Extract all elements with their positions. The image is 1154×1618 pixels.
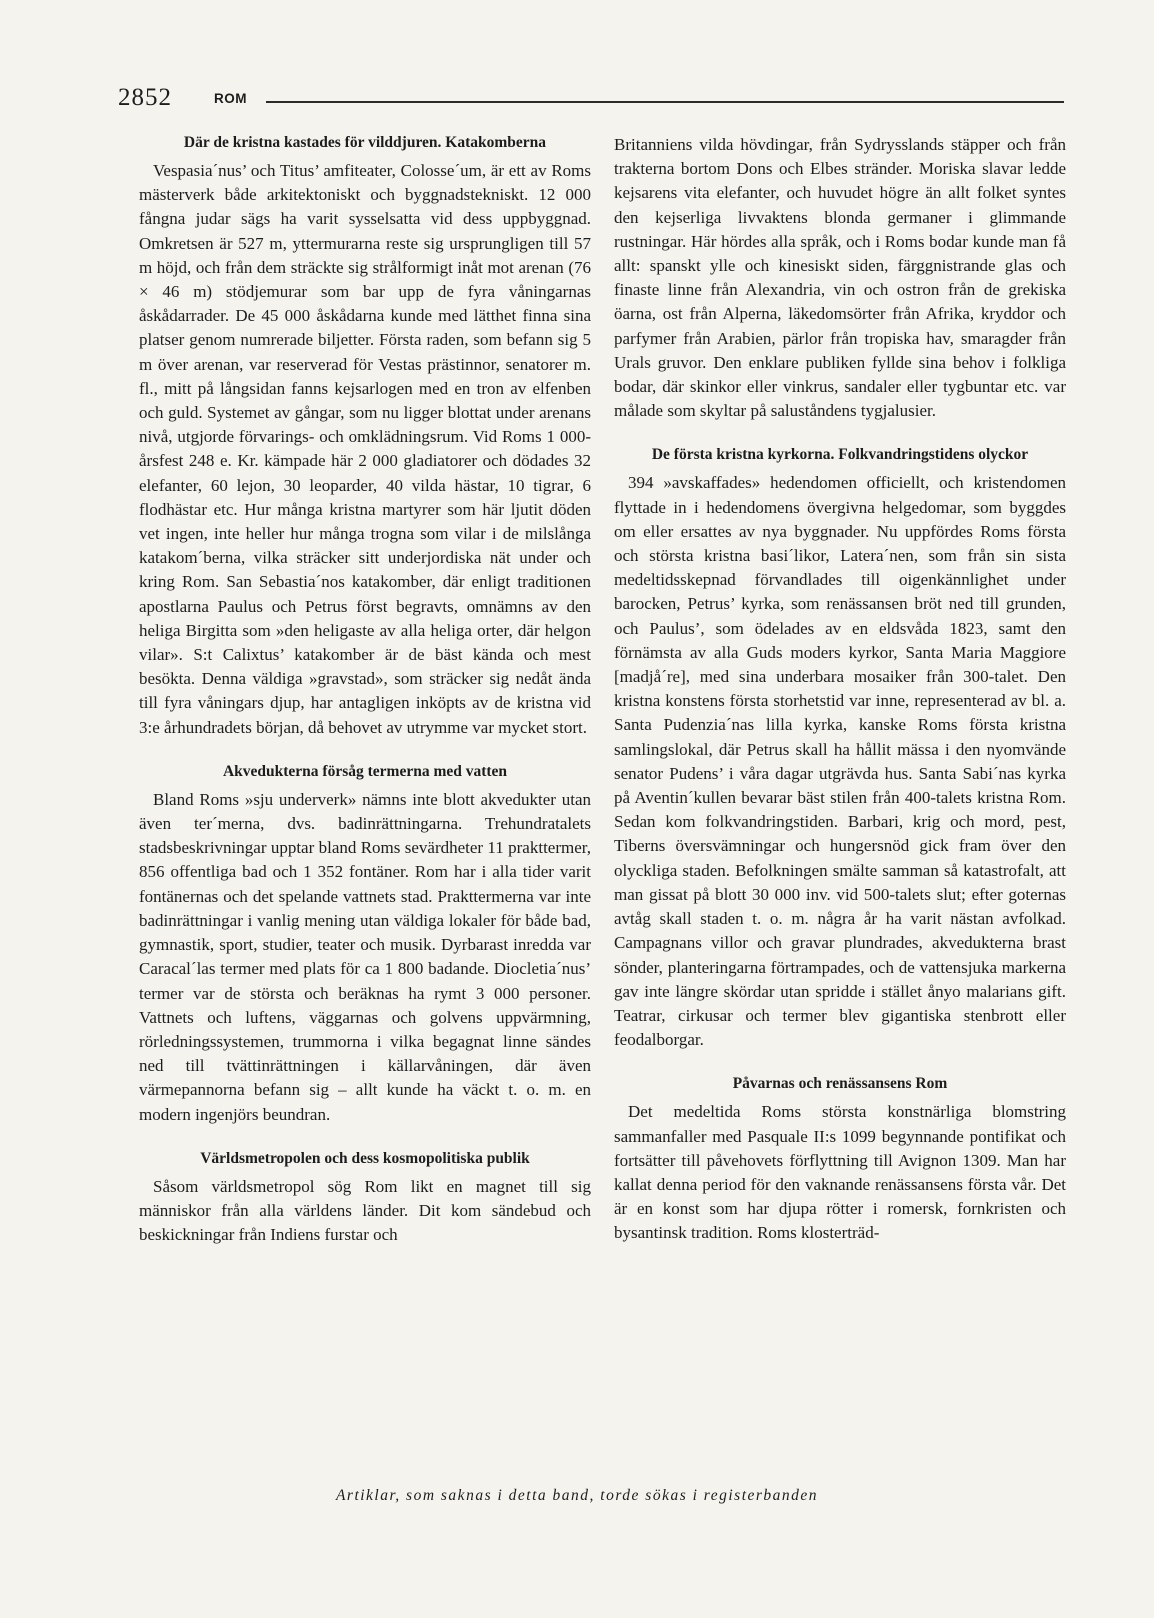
paragraph-varldsmetropolen-continued: Britanniens vilda hövdingar, från Sydrysslands stäpper och från trakterna bortom Dons och Elbes stränder. Moriska slavar ledde kejsarens vita elefanter, och huvudet högre än allt folket syntes den kejserliga livvaktens blonda germaner i glimmande rustningar. Här hördes alla språk, och i Roms bodar kunde man få allt: spanskt ylle och kinesiskt siden, färggnistrande glas och finaste linne från Alexandria, vin och ostron från de grekiska öarna, ost från Alperna, läkedomsörter från Afrika, kryddor och parfymer från Arabien, pärlor från tropiska hav, smaragder från Urals gruvor. Den enklare publiken fyllde sina behov i folkliga bodar, där skinkor eller vinkrus, sandaler eller tygbuntar etc. var målade som skyltar på saluståndens tygjalusier. [614, 135, 1066, 421]
section-heading-kristna-kyrkorna: De första kristna kyrkorna. Folkvandringstidens olyckor [651, 446, 1029, 464]
right-column [614, 133, 1066, 1246]
paragraph-katakomberna: Vespasia´nus’ och Titus’ amfiteater, Colosse´um, är ett av Roms mästerverk både arkitektoniskt och byggnadstekniskt. 12 000 fångna judar sägs ha varit sysselsatta vid dess uppbyggnad. Omkretsen är 527 m, yttermurarna reste sig ursprungligen till 57 m höjd, och från dem sträckte sig strålformigt inåt mot arenan (76 × 46 m) stödjemurar som bar upp de fyra våningarnas åskådarrader. De 45 000 åskådarna kunde med lätthet finna sina platser genom numrerade biljetter. Första raden, som befann sig 5 m över arenan, var reserverad för Vestas prästinnor, senatorer m. fl., mitt på långsidan fanns kejsarlogen med en tron av elfenben och guld. Systemet av gångar, som nu ligger blottat under arenans nivå, utgjorde förvarings- och omklädningsrum. Vid Roms 1 000-årsfest 248 e. Kr. kämpade här 2 000 gladiatorer och dödades 32 elefanter, 60 lejon, 30 leoparder, 40 vilda hästar, 10 tigrar, 6 flodhästar etc. Hur många kristna martyrer som här ljutit döden vet ingen, inte heller hur många trogna som vilar i de milslånga katakom´berna, vilka sträcker sitt underjordiska nät under och kring Rom. San Sebastia´nos katakomber, där enligt traditionen apostlarna Paulus och Petrus först begravts, omnämns av den heliga Birgitta som »den heligaste av alla heliga orter, där helgon vilar». S:t Calixtus’ katakomber är de bäst kända och mest besökta. Denna väldiga »gravstad», som sträcker sig nedåt ända till fyra våningars djup, har antagligen inköpts av de kristna vid 3:e århundradets början, då behovet av utrymme var mycket stort. [139, 161, 591, 737]
footer-note: Artiklar, som saknas i detta band, torde sökas i registerbanden [335, 1487, 819, 1504]
section-heading-pavarnas-rom: Påvarnas och renässansens Rom [732, 1075, 948, 1093]
section-heading-akvedukterna: Akvedukterna försåg termerna med vatten [222, 762, 508, 780]
running-title: ROM [214, 91, 247, 106]
page-number: 2852 [118, 84, 172, 111]
running-header [118, 78, 1064, 118]
paragraph-akvedukterna: Bland Roms »sju underverk» nämns inte blott akvedukter utan även ter´merna, dvs. badinrättningarna. Trehundratalets stadsbeskrivningar upptar bland Roms sevärdheter 11 prakttermer, 856 offentliga bad och 1 352 fontäner. Rom har i alla tider varit fontänernas och det spelande vattnets stad. Prakttermerna var inte badinrättningar i vanlig mening utan väldiga lokaler för både bad, gymnastik, sport, studier, teater och musik. Dyrbarast inredda var Caracal´las termer med plats för ca 1 800 badande. Diocletia´nus’ termer var de största och beräknas ha rymt 3 000 personer. Vattnets och luftens, väggarnas och golvens uppvärmning, rörledningssystemen, trummorna i vilka begagnat linne sändes ned till tvättinrättningen i källarvåningen, där även värmepannorna befann sig – allt kunde ha väckt t. o. m. en modern ingenjörs beundran. [139, 789, 591, 1124]
section-heading-katakomberna: Där de kristna kastades för vilddjuren. Katakomberna [183, 134, 547, 151]
section-heading-varldsmetropolen: Världsmetropolen och dess kosmopolitiska publik [200, 1149, 530, 1167]
paragraph-kristna-kyrkorna: 394 »avskaffades» hedendomen officiellt, och kristendomen flyttade in i hedendomens övergivna helgedomar, som byggdes om eller ersattes av nya byggnader. Nu uppfördes Roms första och största kristna basi´likor, Latera´nen, som från sin sista medeltidsskepnad förvandlades till oigenkännlighet under barocken, Petrus’ kyrka, som renässansen bröt ned till grunden, och Paulus’, som ödelades av en eldsvåda 1823, samt den förnämsta av alla Guds moders kyrkor, Santa Maria Maggiore [madjå´re], med sina underbara mosaiker från 300-talet. Den kristna konstens första storhetstid var inne, representerad av bl. a. Santa Pudenzia´nas lilla kyrka, kanske Roms första kristna samlingslokal, där Petrus skall ha hållit mässa i den nyomvände senator Pudens’ i våra dagar utgrävda hus. Santa Sabi´nas kyrka på Aventin´kullen bevarar bäst stilen från 400-talets kristna Rom. Sedan kom folkvandringstiden. Barbari, krig och mord, pest, Tiberns översvämningar och hungersnöd gick fram över den olyckliga staden. Befolkningen smälte samman så katastrofalt, att man gissat på blott 30 000 inv. vid 500-talets slut; efter goternas avtåg skall staden t. o. m. några år ha varit nästan avfolkad. Campagnans villor och gravar plundrades, akvedukterna brast sönder, planteringarna förtrampades, och de vattensjuka markerna gav inte längre skördar utan spridde i stället ånyo malarians gift. Teatrar, cirkusar och termer blev gigantiska stenbrott eller feodalborgar. [614, 473, 1066, 1050]
paragraph-varldsmetropolen: Såsom världsmetropol sög Rom likt en magnet till sig människor från alla världens länder. Dit kom sändebud och beskickningar från Indiens furstar och [139, 1176, 591, 1245]
paragraph-pavarnas-rom: Det medeltida Roms största konstnärliga blomstring sammanfaller med Pasquale II:s 1099 begynnande pontifikat och fortsätter till påvehovets förflyttning till Avignon 1309. Man har kallat denna period för den vaknande renässansens första vår. Det är en konst som har djupa rötter i romersk, fornkristen och bysantinsk tradition. Roms klosterträd- [614, 1102, 1066, 1243]
left-column [139, 133, 591, 1247]
header-rule [266, 101, 1064, 103]
